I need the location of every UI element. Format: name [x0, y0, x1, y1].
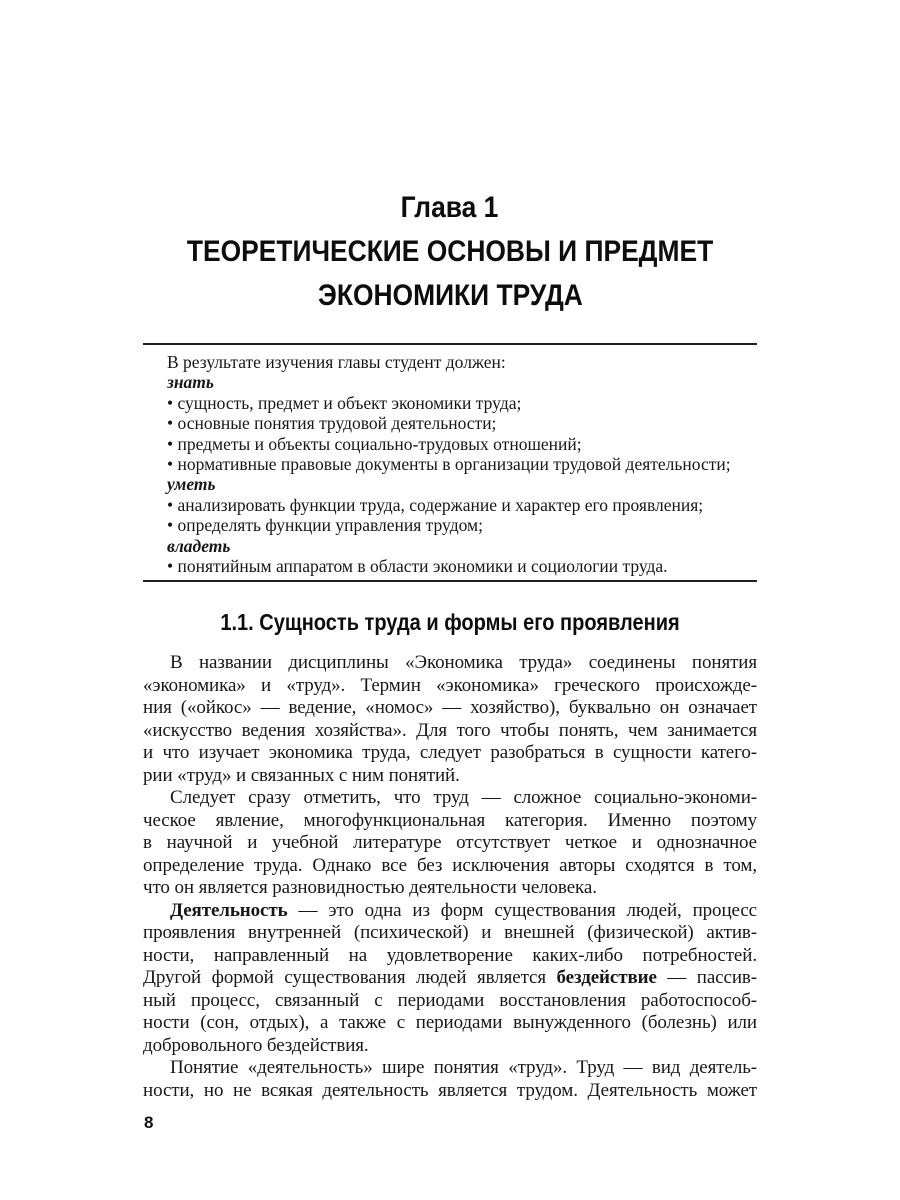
text-segment: — пассив-	[656, 967, 757, 988]
chapter-title-line-1	[143, 230, 757, 274]
text-line: что он является разновидностью деятельности человека.	[143, 877, 597, 898]
text-segment: Другой формой существования людей является	[143, 967, 557, 988]
section-heading	[143, 608, 757, 636]
text-line: ности, направленный на удовлетворение каких-либо потребностей.	[143, 944, 757, 966]
text-line: Понятие «деятельность» шире понятия «труд». Труд — вид деятель-	[170, 1057, 757, 1078]
text-line: В названии дисциплины «Экономика труда» соединены понятия	[170, 652, 757, 673]
chapter-heading	[143, 186, 757, 318]
paragraph-2	[143, 787, 757, 900]
objectives-item: • предметы и объекты социально-трудовых отношений;	[167, 433, 582, 454]
objectives-box	[143, 343, 757, 582]
text-line: определение труда. Однако все без исключения авторы сходятся в том,	[143, 854, 757, 876]
chapter-label	[143, 186, 757, 230]
objectives-item: • анализировать функции труда, содержание и характер его проявления;	[167, 494, 704, 515]
text-line: ности (сон, отдых), а также с периодами вынужденного (болезнь) или	[143, 1012, 757, 1033]
objectives-skill-label: владеть	[167, 535, 231, 556]
objectives-skill-label: уметь	[167, 474, 216, 495]
text-line: ния («ойкос» — ведение, «номос» — хозяйство), буквально он означает	[143, 697, 757, 718]
objectives-item: • определять функции управления трудом;	[167, 515, 483, 536]
chapter-label-text: Глава 1	[401, 191, 499, 224]
text-line: добровольного бездействия.	[143, 1034, 369, 1056]
text-line: ный процесс, связанный с периодами восстановления работоспособ-	[143, 989, 757, 1011]
objectives-intro: В результате изучения главы студент должен:	[167, 352, 506, 372]
objectives-item: • основные понятия трудовой деятельности;	[167, 413, 497, 434]
objectives-item: • сущность, предмет и объект экономики труда;	[167, 392, 522, 413]
paragraph-1	[143, 652, 757, 787]
text-line: «искусство ведения хозяйства». Для того чтобы понять, чем занимается	[143, 719, 757, 741]
text-line: рии «труд» и связанных с ним понятий.	[143, 764, 460, 786]
text-line: Следует сразу отметить, что труд — сложное социально-экономи-	[170, 787, 757, 808]
bold-term: Деятельность	[170, 899, 288, 921]
objectives-content	[167, 352, 753, 576]
bold-term: бездействие	[556, 967, 657, 988]
chapter-title-text-1: ТЕОРЕТИЧЕСКИЕ ОСНОВЫ И ПРЕДМЕТ	[186, 235, 714, 268]
paragraph-4	[143, 1057, 757, 1102]
objectives-item: • понятийным аппаратом в области экономики и социологии труда.	[167, 556, 668, 577]
text-line: в научной и учебной литературе отсутствует четкое и однозначное	[143, 832, 757, 853]
text-line	[143, 900, 757, 923]
chapter-title-line-2	[143, 274, 757, 318]
section-heading-text: 1.1. Сущность труда и формы его проявления	[220, 609, 680, 635]
text-line: проявления внутренней (психической) и внешней (физической) актив-	[143, 922, 757, 943]
text-line: ческое явление, многофункциональная категория. Именно поэтому	[143, 809, 757, 831]
body-text	[143, 652, 757, 1102]
text-segment: — это одна из форм существования людей, процесс	[287, 899, 757, 921]
paragraph-3	[143, 900, 757, 1058]
page-number: 8	[144, 1113, 154, 1132]
text-line: ности, но не всякая деятельность является трудом. Деятельность может	[143, 1079, 757, 1101]
chapter-title-text-2: ЭКОНОМИКИ ТРУДА	[317, 279, 583, 312]
text-line	[143, 967, 757, 990]
objectives-item: • нормативные правовые документы в организации трудовой деятельности;	[167, 454, 731, 475]
text-line: и что изучает экономика труда, следует разобраться в сущности катего-	[143, 742, 757, 763]
text-line: «экономика» и «труд». Термин «экономика» греческого происхожде-	[143, 674, 757, 696]
objectives-skill-label: знать	[167, 372, 214, 393]
